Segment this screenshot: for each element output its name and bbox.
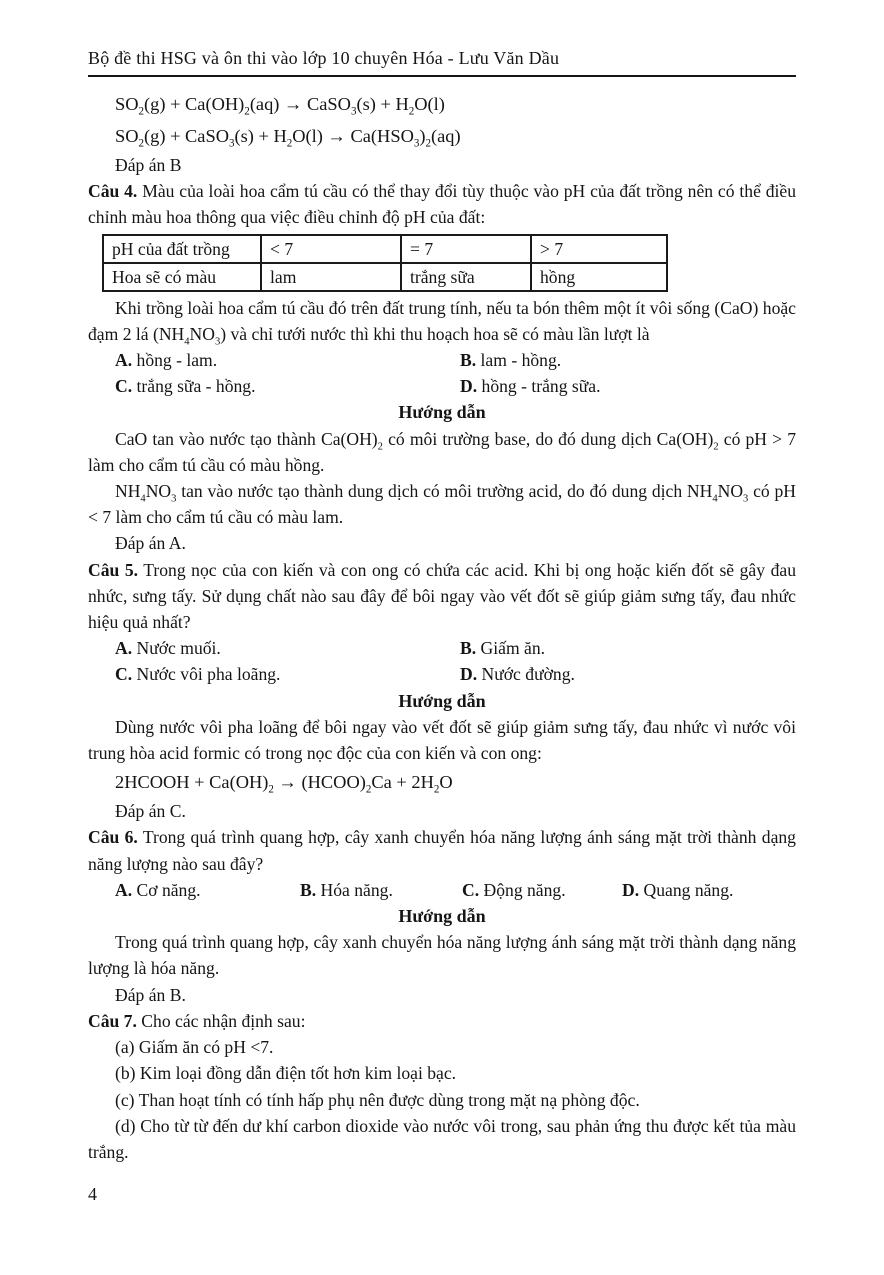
question-4-followup: Khi trồng loài hoa cẩm tú cầu đó trên đất trung tính, nếu ta bón thêm một ít vôi sống (CaO) hoặc đạm 2 lá $(NH_4NO_3)$ và chỉ tưới nước thì khi thu hoạch hoa sẽ có màu lần lượt là <box>88 297 796 348</box>
option-b <box>460 635 796 661</box>
question-text: Màu của loài hoa cẩm tú cầu có thể thay đổi tùy thuộc vào pH của đất trồng nên có thể điều chỉnh màu hoa thông qua việc điều chỉnh độ pH của đất: <box>88 181 797 228</box>
option-text: Giấm ăn. <box>480 638 546 659</box>
option-a <box>115 635 460 661</box>
option-d <box>460 373 796 399</box>
option-text: trắng sữa - hồng. <box>136 376 256 397</box>
option-letter: D. <box>622 879 640 900</box>
option-text: Nước vôi pha loãng. <box>136 664 281 685</box>
page-header <box>88 46 796 77</box>
option-a <box>115 877 300 903</box>
question-label: Câu 4. <box>88 181 138 202</box>
option-c <box>115 373 460 399</box>
option-text: Cơ năng. <box>136 879 201 900</box>
question-label: Câu 7. <box>88 1010 137 1031</box>
table-cell: > 7 <box>531 235 667 263</box>
option-letter: C. <box>115 376 133 397</box>
statement-a: (a) Giấm ăn có pH <7. <box>115 1037 274 1058</box>
question-7 <box>88 1008 796 1034</box>
question-5 <box>88 557 796 636</box>
question-label: Câu 6. <box>88 827 138 848</box>
option-c <box>462 877 622 903</box>
page-number: 4 <box>88 1184 97 1205</box>
solution-paragraph: Dùng nước vôi pha loãng để bôi ngay vào vết đốt sẽ giúp giảm sưng tấy, đau nhức vì nước vôi trung hòa acid formic có trong nọc độc của con kiến và con ong: <box>88 716 796 764</box>
option-letter: B. <box>300 879 317 900</box>
chemical-equation: $SO_2(g)$ + CaSO$_3$(s) + $H_2O(l) \to Ca(HSO_3)_2(aq)$ <box>115 126 461 150</box>
question-6 <box>88 824 796 876</box>
solution-paragraph: Trong quá trình quang hợp, cây xanh chuyển hóa năng lượng ánh sáng mặt trời thành dạng năng lượng là hóa năng. <box>88 932 796 979</box>
statement-b: (b) Kim loại đồng dẫn điện tốt hơn kim loại bạc. <box>115 1063 457 1084</box>
question-4-options <box>115 347 796 399</box>
option-text: Hóa năng. <box>320 879 393 900</box>
table-row <box>103 263 667 291</box>
solution-paragraph: $NH_4NO_3$ tan vào nước tạo thành dung dịch có môi trường acid, do đó dung dịch $NH_4NO_3$ có pH < 7 làm cho cẩm tú cầu có màu lam. <box>88 481 796 528</box>
option-text: Nước muối. <box>136 638 221 659</box>
option-letter: D. <box>460 376 478 397</box>
question-text: Trong quá trình quang hợp, cây xanh chuyển hóa năng lượng ánh sáng mặt trời thành dạng năng lượng nào sau đây? <box>88 827 796 874</box>
question-label: Câu 5. <box>88 559 139 580</box>
option-b <box>300 877 462 903</box>
answer-line: Đáp án C. <box>115 801 186 822</box>
solution-heading: Hướng dẫn <box>398 690 486 711</box>
option-text: hồng - trắng sữa. <box>481 376 601 397</box>
table-cell: trắng sữa <box>401 263 531 291</box>
option-letter: C. <box>462 879 480 900</box>
table-cell: = 7 <box>401 235 531 263</box>
table-cell: pH của đất trồng <box>103 235 261 263</box>
answer-line: Đáp án B. <box>115 984 186 1005</box>
header-rule <box>88 75 796 77</box>
question-4 <box>88 178 796 230</box>
option-text: Động năng. <box>483 879 566 900</box>
option-d <box>622 877 796 903</box>
question-6-options <box>115 877 796 903</box>
table-cell: hồng <box>531 263 667 291</box>
statement-d: (d) Cho từ từ đến dư khí carbon dioxide vào nước vôi trong, sau phản ứng thu được kết tủa màu trắng. <box>88 1115 796 1162</box>
option-letter: A. <box>115 350 133 371</box>
solution-heading: Hướng dẫn <box>398 906 486 927</box>
ph-color-table <box>102 234 668 292</box>
option-text: Nước đường. <box>481 664 575 685</box>
statement-c: (c) Than hoạt tính có tính hấp phụ nên được dùng trong mặt nạ phòng độc. <box>115 1089 640 1110</box>
table-row <box>103 235 667 263</box>
question-5-options <box>115 635 796 687</box>
question-text: Cho các nhận định sau: <box>141 1010 306 1031</box>
option-text: hồng - lam. <box>136 350 218 371</box>
option-b <box>460 347 796 373</box>
page-body <box>88 88 796 1207</box>
table-cell: lam <box>261 263 401 291</box>
table-cell: Hoa sẽ có màu <box>103 263 261 291</box>
option-letter: A. <box>115 638 133 659</box>
answer-line: Đáp án B <box>115 155 182 175</box>
answer-line: Đáp án A. <box>115 533 186 554</box>
table-cell: < 7 <box>261 235 401 263</box>
option-c <box>115 661 460 687</box>
chemical-equation: 2HCOOH + $Ca(OH)_2$ → $(HCOO)_2Ca + 2H_2O$ <box>115 772 453 796</box>
solution-paragraph: CaO tan vào nước tạo thành $Ca(OH)_2$ có môi trường base, do đó dung dịch $Ca(OH)_2$ có pH > 7 làm cho cẩm tú cầu có màu hồng. <box>88 428 796 475</box>
question-text: Trong nọc của con kiến và con ong có chứa các acid. Khi bị ong hoặc kiến đốt sẽ gây đau nhức, sưng tấy. Sử dụng chất nào sau đây để bôi ngay vào vết đốt sẽ giúp giảm sưng tấy, đau nhức hiệu quả nhất? <box>88 559 796 633</box>
option-letter: D. <box>460 664 478 685</box>
option-letter: B. <box>460 350 477 371</box>
option-letter: B. <box>460 638 477 659</box>
option-letter: C. <box>115 664 133 685</box>
option-letter: A. <box>115 879 133 900</box>
chemical-equation: $SO_2(g) + Ca(OH)_2(aq)$ → CaSO$_3$(s) + $H_2O(l)$ <box>115 94 445 118</box>
option-d <box>460 661 796 687</box>
option-text: lam - hồng. <box>480 350 562 371</box>
solution-heading: Hướng dẫn <box>398 402 486 423</box>
option-a <box>115 347 460 373</box>
header-title: Bộ đề thi HSG và ôn thi vào lớp 10 chuyên Hóa - Lưu Văn Dầu <box>88 48 560 68</box>
option-text: Quang năng. <box>643 879 734 900</box>
